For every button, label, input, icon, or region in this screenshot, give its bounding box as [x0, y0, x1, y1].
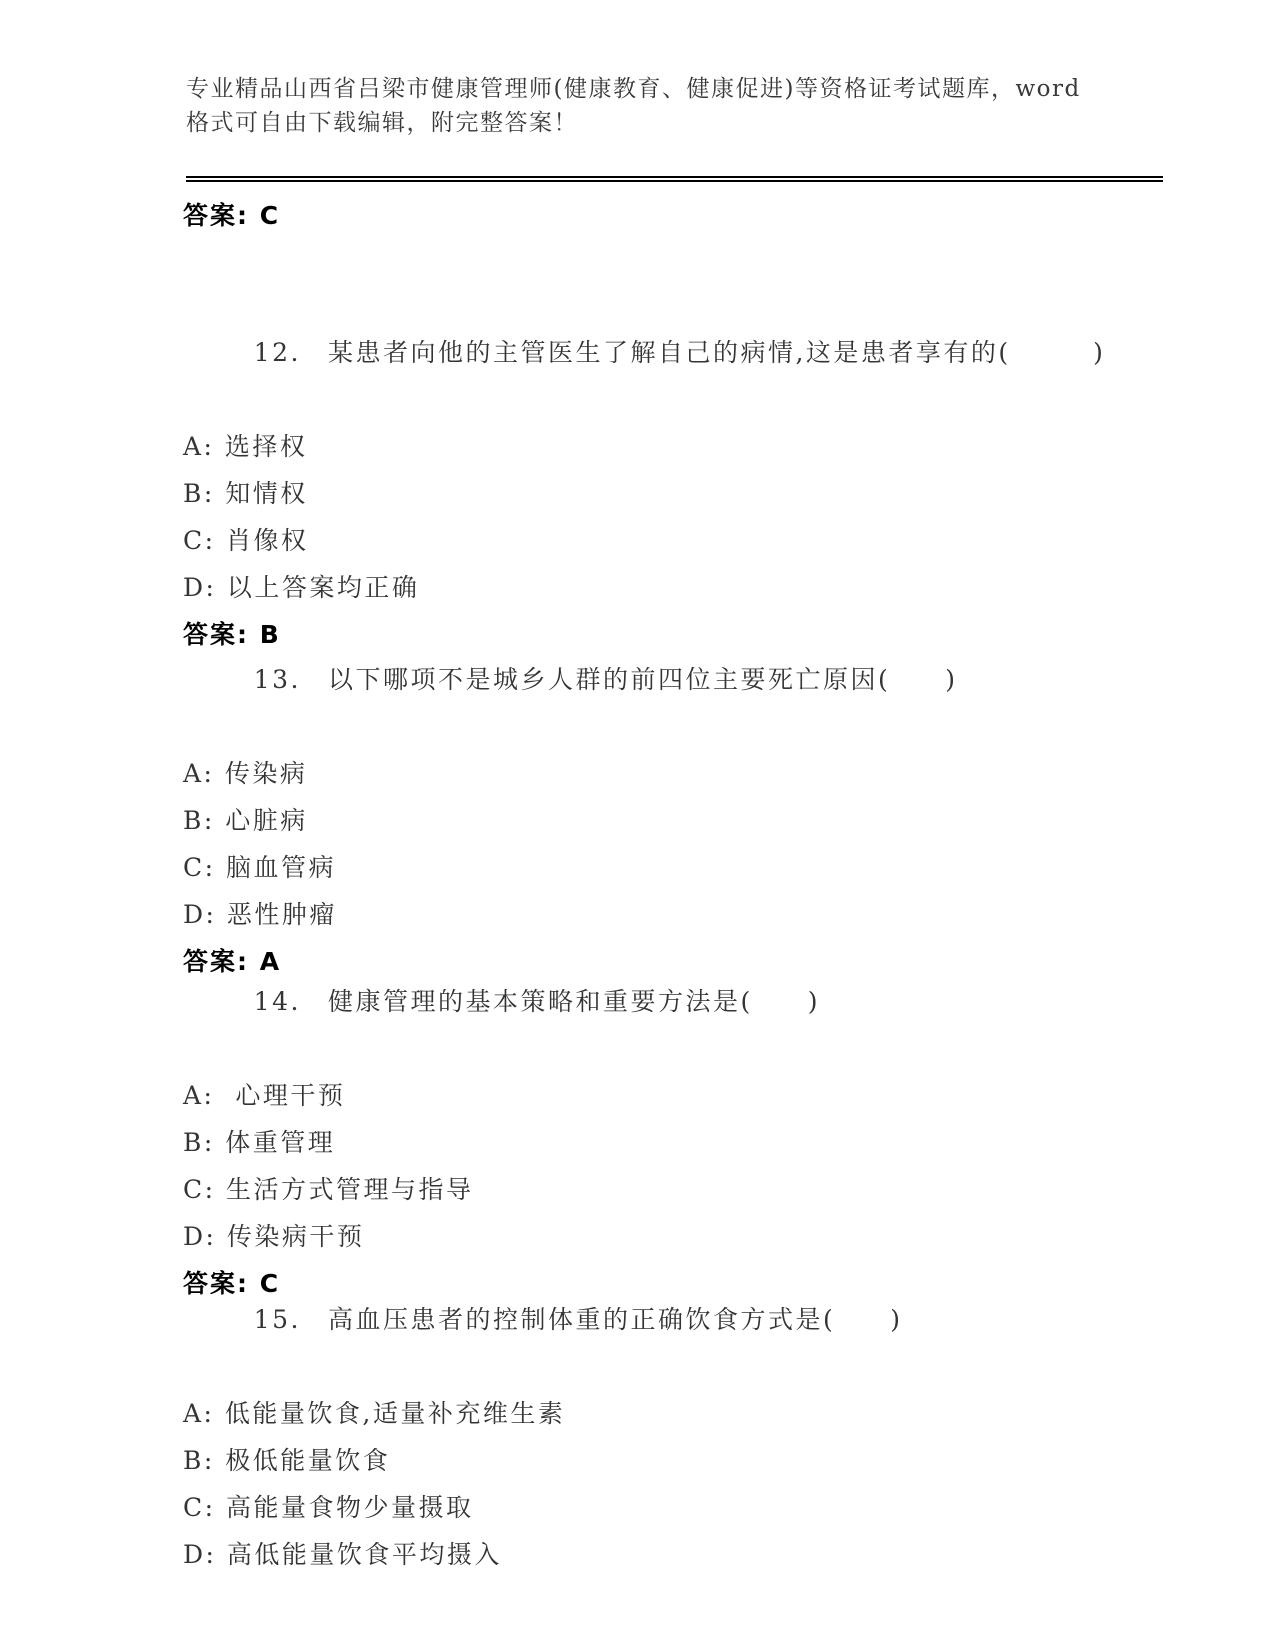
option-a: A: 选择权	[183, 432, 308, 461]
question-number: 14.	[253, 987, 301, 1016]
option-b: B: 极低能量饮食	[183, 1446, 391, 1475]
question-number: 13.	[253, 665, 301, 694]
question-text: 以下哪项不是城乡人群的前四位主要死亡原因( )	[327, 665, 958, 694]
page-header	[186, 72, 1163, 182]
question-block-12	[183, 282, 1173, 658]
question-text: 高血压患者的控制体重的正确饮食方式是( )	[327, 1305, 903, 1334]
question-block-13	[183, 609, 1173, 985]
option-d: D: 以上答案均正确	[183, 573, 420, 602]
header-line-2: 格式可自由下载编辑，附完整答案！	[186, 110, 578, 136]
option-c: C: 脑血管病	[183, 853, 336, 882]
question-text: 健康管理的基本策略和重要方法是( )	[327, 987, 820, 1016]
question-title	[183, 1249, 1173, 1390]
question-number: 15.	[253, 1305, 301, 1334]
option-d: D: 传染病干预	[183, 1222, 365, 1251]
question-text: 某患者向他的主管医生了解自己的病情,这是患者享有的( )	[327, 338, 1106, 367]
option-c: C: 生活方式管理与指导	[183, 1175, 474, 1204]
option-a: A: 低能量饮食,适量补充维生素	[183, 1399, 566, 1428]
option-d: D: 高低能量饮食平均摄入	[183, 1540, 502, 1569]
option-d: D: 恶性肿瘤	[183, 900, 337, 929]
option-b: B: 心脏病	[183, 806, 308, 835]
question-title	[183, 609, 1173, 750]
answer-line: 答案: B	[183, 620, 281, 649]
option-b: B: 知情权	[183, 479, 308, 508]
question-title	[183, 931, 1173, 1072]
answer-line-q11: 答案: C	[183, 201, 281, 230]
option-c: C: 高能量食物少量摄取	[183, 1493, 474, 1522]
answer-line: 答案: A	[183, 947, 282, 976]
question-title	[183, 282, 1173, 423]
option-b: B: 体重管理	[183, 1128, 336, 1157]
header-line-1: 专业精品山西省吕梁市健康管理师(健康教育、健康促进)等资格证考试题库，word	[186, 76, 1081, 102]
option-a: A: 传染病	[183, 759, 308, 788]
answer-line: 答案: C	[183, 1269, 281, 1298]
option-a: A: 心理干预	[183, 1081, 346, 1110]
question-block-15	[183, 1249, 1173, 1578]
question-number: 12.	[253, 338, 301, 367]
option-c: C: 肖像权	[183, 526, 309, 555]
